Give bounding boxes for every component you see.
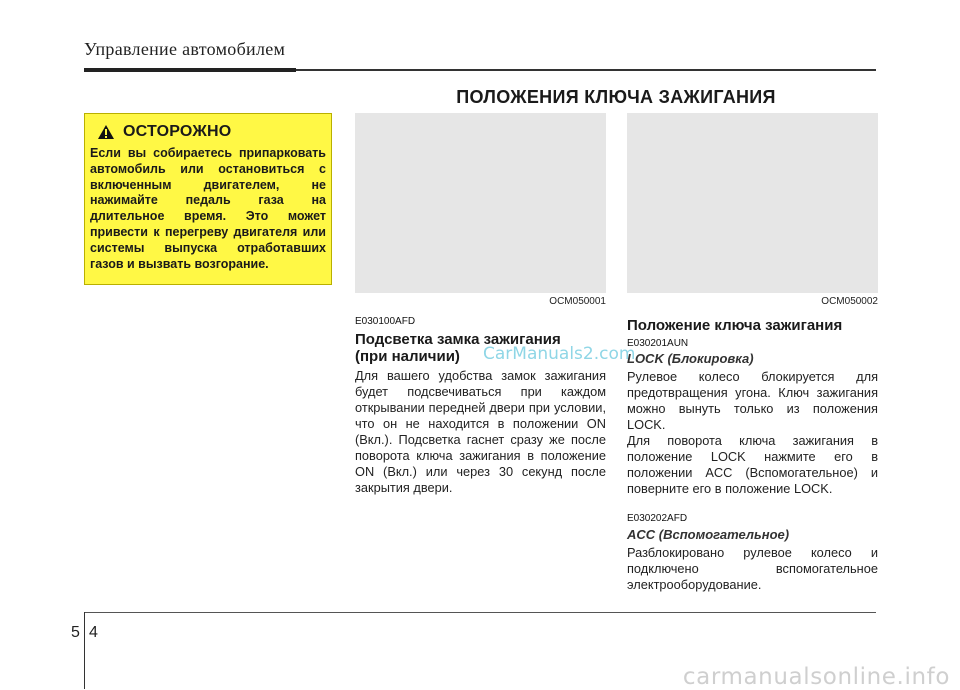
chapter-header: Управление автомобилем: [84, 39, 286, 59]
figure-key-positions: [627, 113, 878, 293]
header-rule-accent: [84, 68, 296, 72]
subsection-heading: Подсветка замка зажигания: [355, 331, 561, 348]
paragraph-ignition-light: Для вашего удобства замок зажигания будет подсвечиваться при каждом открывании передней двери при условии, что он не находится в положении ON (Вкл.). Подсветка гаснет сразу же после поворота ключа зажигания в положение ON (Вкл.) или через 30 секунд после закрытия двери.: [355, 368, 606, 495]
paragraph-acc: Разблокировано рулевое колесо и подключено вспомогательное электрооборудование.: [627, 545, 878, 592]
warning-title: ОСТОРОЖНО: [123, 123, 232, 140]
warning-header: [97, 123, 231, 141]
subsection-heading-note: (при наличии): [355, 348, 460, 365]
site-watermark: CarManuals2.com: [483, 344, 636, 364]
section-title: ПОЛОЖЕНИЯ КЛЮЧА ЗАЖИГАНИЯ: [456, 87, 776, 107]
warning-triangle-icon: [97, 124, 115, 140]
section-code: E030201AUN: [627, 338, 689, 349]
position-title-acc: ACC (Вспомогательное): [627, 527, 790, 542]
figure-caption-left: OCM050001: [549, 296, 606, 307]
page-number: 4: [89, 624, 98, 641]
footer-rule: [84, 612, 876, 613]
paragraph-lock-turn: Для поворота ключа зажигания в положение LOCK нажмите его в положении ACC (Вспомогательное) и поверните его в положение LOCK.: [627, 433, 878, 496]
warning-text: Если вы собираетесь припарковать автомобиль или остановиться с включенным двигателем, не нажимайте педаль газа на длительное время. Это может привести к перегреву двигателя или системы выпуска отработавших газов и вызвать возгорание.: [90, 146, 326, 271]
subsection-heading: Положение ключа зажигания: [627, 317, 843, 334]
figure-ignition-light: [355, 113, 606, 293]
page-number-chapter: 5: [71, 624, 80, 641]
warning-box: [84, 113, 332, 285]
section-code: E030100AFD: [355, 316, 416, 327]
paragraph-lock: Рулевое колесо блокируется для предотвращения угона. Ключ зажигания можно вынуть только из положения LOCK.: [627, 369, 878, 432]
figure-caption-right: OCM050002: [821, 296, 878, 307]
section-code: E030202AFD: [627, 513, 688, 524]
position-title-lock: LOCK (Блокировка): [627, 351, 754, 366]
footer-watermark: carmanualsonline.info: [682, 664, 950, 690]
